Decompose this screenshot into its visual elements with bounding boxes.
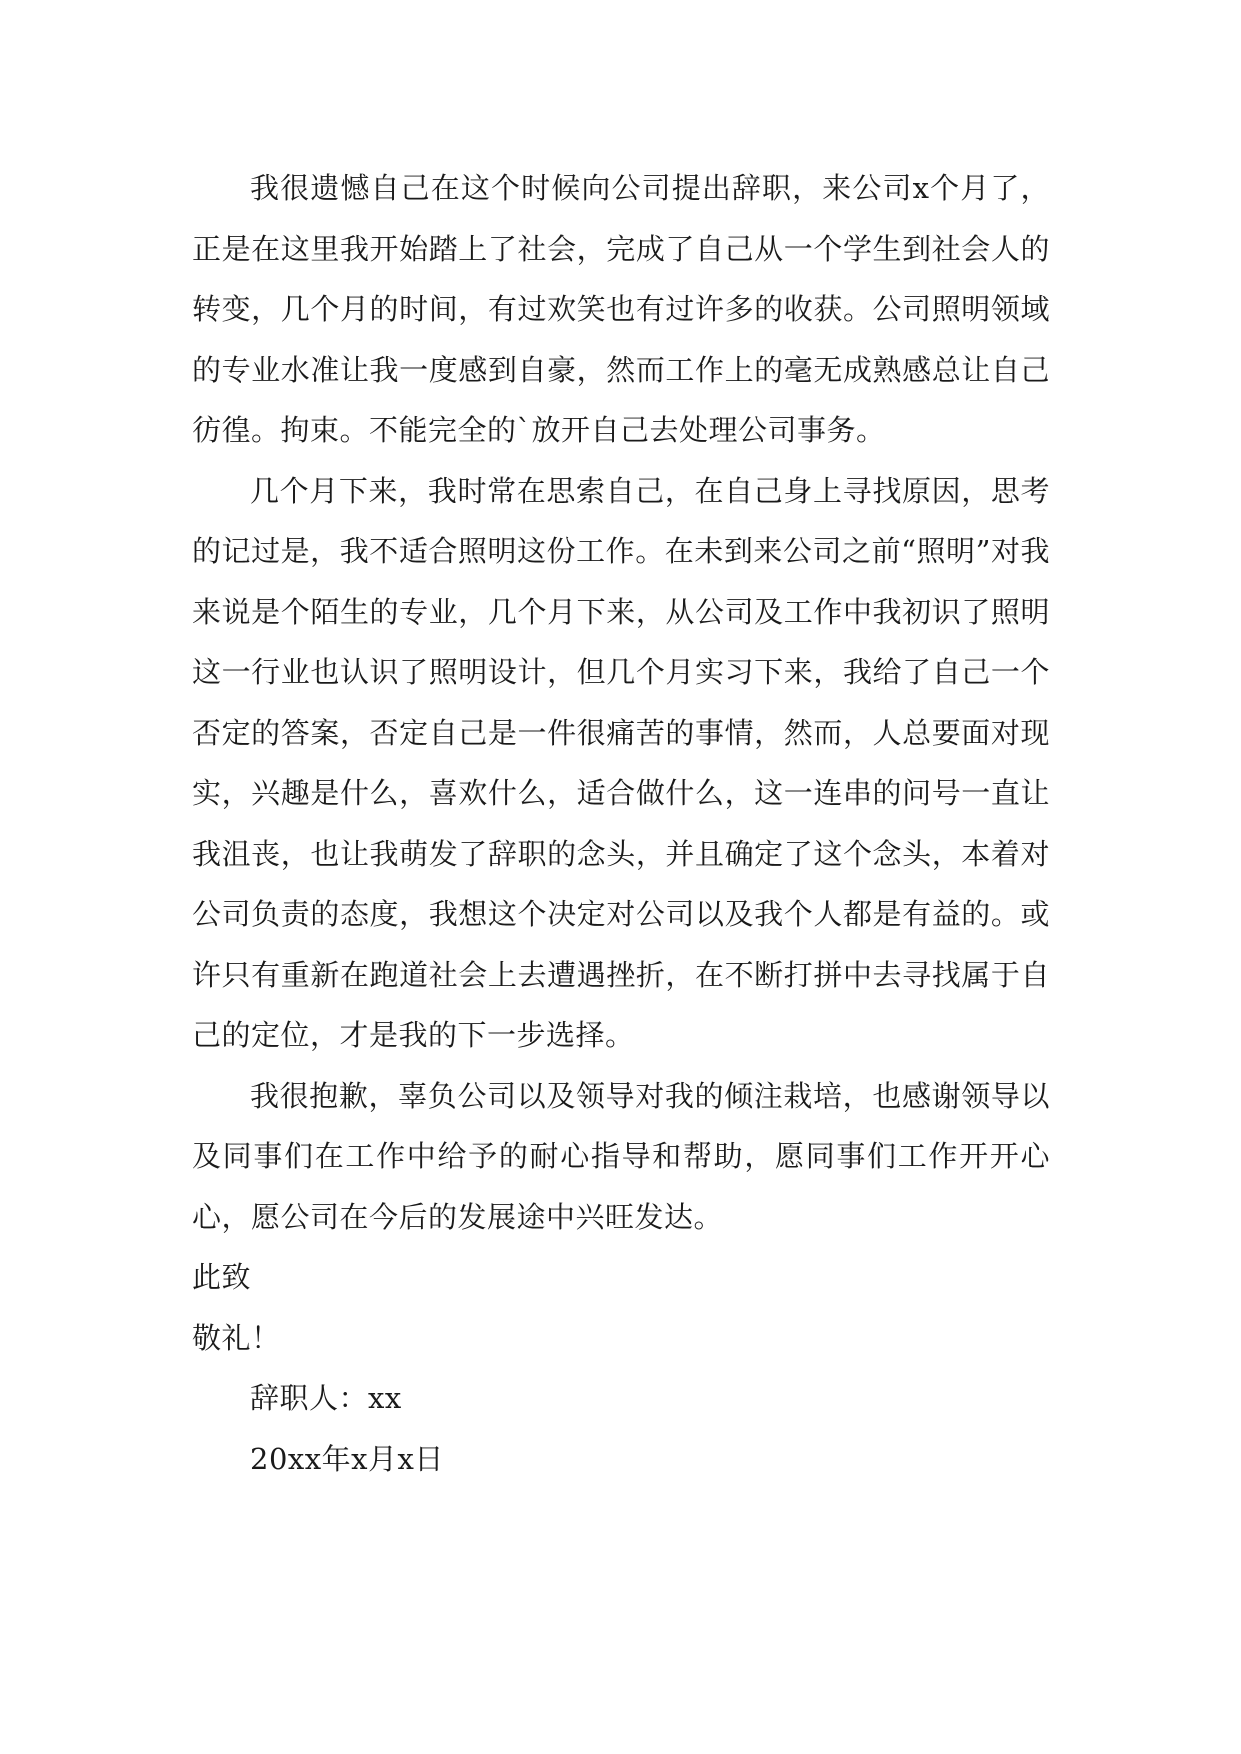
paragraph-1: 我很遗憾自己在这个时候向公司提出辞职，来公司x个月了，正是在这里我开始踏上了社会，完成了自己从一个学生到社会人的转变，几个月的时间，有过欢笑也有过许多的收获。公司照明领域的专业水准让我一度感到自豪，然而工作上的毫无成熟感总让自己彷徨。拘束。不能完全的`放开自己去处理公司事务。 <box>192 171 1050 447</box>
closing-regards: 敬礼！ <box>192 1320 281 1355</box>
letter-body <box>192 158 1050 1489</box>
paragraph-2: 几个月下来，我时常在思索自己，在自己身上寻找原因，思考的记过是，我不适合照明这份工作。在未到来公司之前“照明”对我来说是个陌生的专业，几个月下来，从公司及工作中我初识了照明这一行业也认识了照明设计，但几个月实习下来，我给了自己一个否定的答案，否定自己是一件很痛苦的事情，然而，人总要面对现实，兴趣是什么，喜欢什么，适合做什么，这一连串的问号一直让我沮丧，也让我萌发了辞职的念头，并且确定了这个念头，本着对公司负责的态度，我想这个决定对公司以及我个人都是有益的。或许只有重新在跑道社会上去遭遇挫折，在不断打拼中去寻找属于自己的定位，才是我的下一步选择。 <box>192 473 1050 1052</box>
closing-salutation: 此致 <box>192 1260 252 1294</box>
signature-line: 辞职人：xx <box>250 1381 402 1415</box>
date-line: 20xx年x月x日 <box>250 1441 444 1476</box>
paragraph-3: 我很抱歉，辜负公司以及领导对我的倾注栽培，也感谢领导以及同事们在工作中给予的耐心指导和帮助，愿同事们工作开开心心，愿公司在今后的发展途中兴旺发达。 <box>192 1078 1050 1234</box>
